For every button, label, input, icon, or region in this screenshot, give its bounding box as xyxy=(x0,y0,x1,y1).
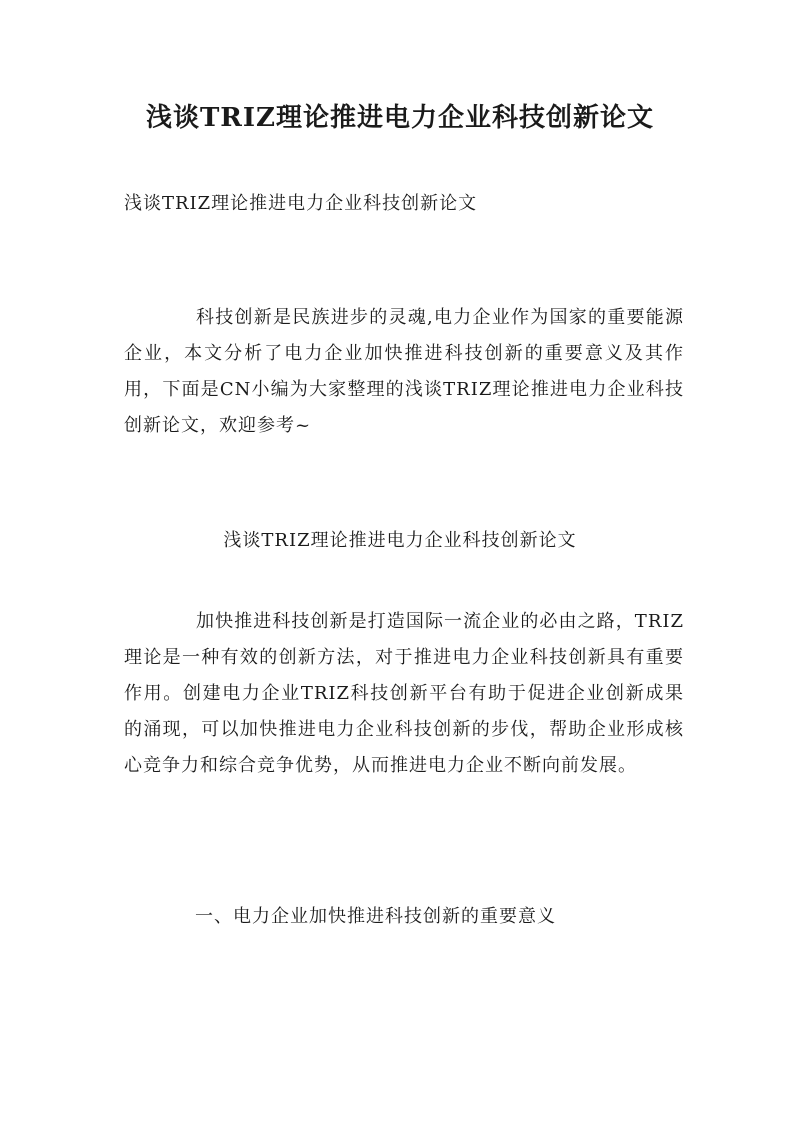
document-subtitle: 浅谈TRIZ理论推进电力企业科技创新论文 xyxy=(124,193,478,214)
body-paragraph: 加快推进科技创新是打造国际一流企业的必由之路，TRIZ理论是一种有效的创新方法，对于推进电力企业科技创新具有重要作用。创建电力企业TRIZ科技创新平台有助于促进企业创新成果的涌现，可以加快推进电力企业科技创新的步伐，帮助企业形成核心竞争力和综合竞争优势，从而推进电力企业不断向前发展。 xyxy=(124,611,684,776)
intro-paragraph: 科技创新是民族进步的灵魂,电力企业作为国家的重要能源企业，本文分析了电力企业加快推进科技创新的重要意义及其作用，下面是CN小编为大家整理的浅谈TRIZ理论推进电力企业科技创新论文，欢迎参考~ xyxy=(124,307,684,436)
article-heading: 浅谈TRIZ理论推进电力企业科技创新论文 xyxy=(223,530,577,551)
section-heading-1: 一、电力企业加快推进科技创新的重要意义 xyxy=(195,906,556,927)
document-title: 浅谈TRIZ理论推进电力企业科技创新论文 xyxy=(145,103,655,133)
